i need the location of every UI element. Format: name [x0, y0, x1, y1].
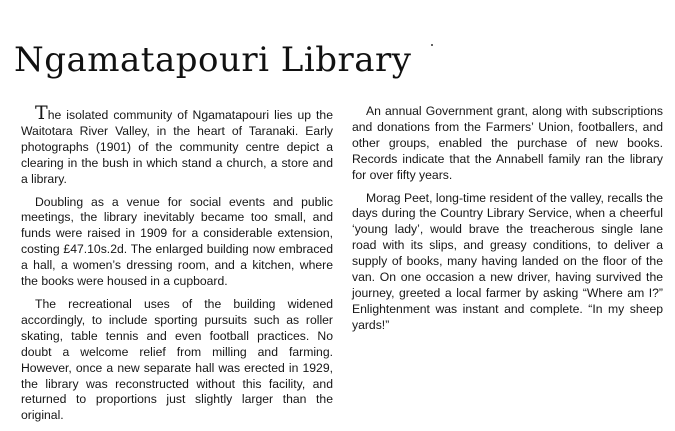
paragraph-morag-peet: Morag Peet, long-time resident of the valley, recalls the days during the Country Library Service, when a cheerful ‘young lady’, would brave the treacherous single lane road with its slips, and greasy conditions, to deliver a supply of books, many having landed on the floor of the van. On one occasion a new driver, having survived the journey, greeted a local farmer by asking “Where am I?” Enlightenment was instant and complete. “In my sheep yards!” — [352, 190, 663, 332]
print-speck — [431, 44, 433, 46]
page-title: Ngamatapouri Library — [14, 39, 412, 80]
drop-cap: T — [35, 102, 48, 124]
paragraph-doubling-as-venue: Doubling as a venue for social events and public meetings, the library inevitably became too small, and funds were raised in 1909 for a considerable extension, costing £47.10s.2d. The enlarged building now embraced a hall, a women’s dressing room, and a kitchen, where the books were housed in a cupboard. — [21, 194, 333, 289]
right-column — [352, 104, 663, 341]
paragraph-text: he isolated community of Ngamatapouri lies up the Waitotara River Valley, in the heart of Taranaki. Early photographs (1901) of the community centre depict a clearing in the bush in which stand a church, a store and a library. — [21, 108, 333, 186]
paragraph-government-grant: An annual Government grant, along with subscriptions and donations from the Farmers’ Union, footballers, and other groups, enabled the purchase of new books. Records indicate that the Annabell family ran the library for over fifty years. — [352, 104, 663, 182]
paragraph-isolated-community — [21, 104, 333, 188]
paragraph-recreational-uses: The recreational uses of the building widened accordingly, to include sporting pursuits such as roller skating, table tennis and even football practices. No doubt a welcome relief from milling and farming. However, once a new separate hall was erected in 1929, the library was reconstructed without this facility, and returned to proportions just slightly larger than the original. — [21, 296, 333, 423]
left-column — [21, 104, 333, 431]
